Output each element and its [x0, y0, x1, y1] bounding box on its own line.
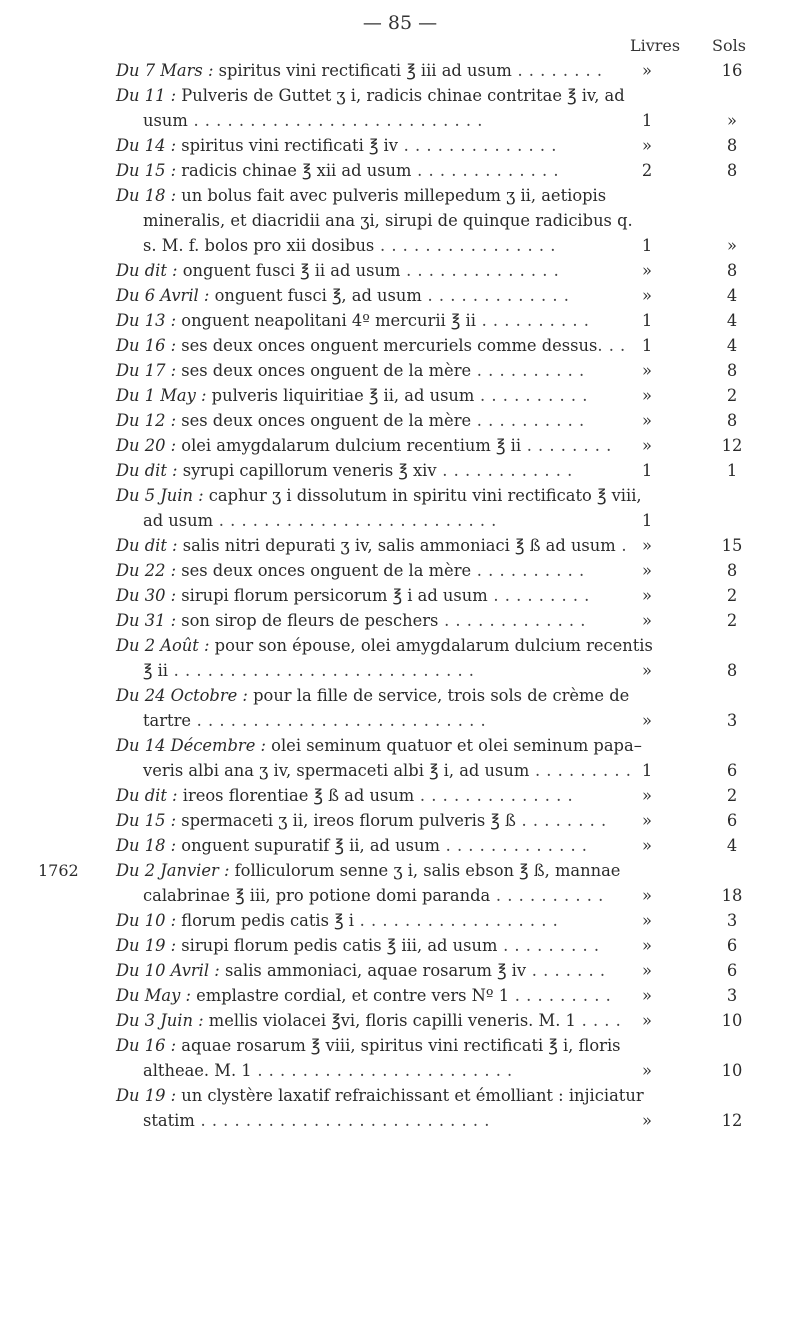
entry-description: statim [143, 1111, 195, 1130]
entry-description: Pulveris de Guttet ʒ i, radicis chinae contritae ℥ iv, ad [176, 86, 625, 105]
dot-leader: . . . . . . . . . . . . . . [397, 136, 557, 155]
entry-description: ses deux onces onguent mercuriels comme dessus [176, 336, 598, 355]
amount-livres: » [642, 711, 652, 730]
entry-line [0, 933, 800, 958]
entry-text [116, 483, 642, 508]
amount-livres: » [642, 836, 652, 855]
dot-leader: . . . . . . . . . . . . . . . . . . [353, 911, 559, 930]
ledger-entry [0, 258, 800, 283]
entry-line [0, 983, 800, 1008]
entry-description: son sirop de fleurs de peschers [176, 611, 439, 630]
entry-line [0, 958, 800, 983]
entry-line [0, 1008, 800, 1033]
entry-text [116, 858, 621, 883]
entry-date: Du 20 : [116, 436, 177, 455]
dot-leader: . . . . . . . . . . . . . . . . . . . . . . . . . . . [168, 661, 475, 680]
amount-sols: 18 [721, 886, 743, 905]
entry-text [116, 683, 630, 708]
entry-description: calabrinae ℥ iii, pro potione domi paranda [143, 886, 491, 905]
amount-livres: » [642, 411, 652, 430]
amount-livres: » [642, 1111, 652, 1130]
entry-description: spiritus vini rectificati ℥ iii ad usum [213, 61, 512, 80]
entry-text [116, 1008, 621, 1033]
amount-livres: » [642, 286, 652, 305]
entry-date: Du 14 Décembre : [116, 736, 266, 755]
entry-date: Du 22 : [116, 561, 177, 580]
entry-description: s. M. f. bolos pro xii dosibus [143, 236, 375, 255]
amount-livres: » [642, 1011, 652, 1030]
entry-description: onguent fusci ℥, ad usum [209, 286, 422, 305]
dot-leader: . . . . . . . . . . . . . . . . . . . . . . . [251, 1061, 513, 1080]
amount-livres: 1 [641, 336, 653, 355]
entry-text [143, 508, 621, 533]
entry-date: Du 19 : [116, 936, 177, 955]
ledger-entry [0, 183, 800, 258]
amount-sols: 3 [726, 711, 738, 730]
entry-line [0, 383, 800, 408]
amount-livres: » [642, 561, 652, 580]
entry-description: onguent fusci ℥ ii ad usum [177, 261, 401, 280]
amount-livres: » [642, 586, 652, 605]
amount-sols: 10 [721, 1061, 743, 1080]
amount-livres: » [642, 261, 652, 280]
amount-livres: » [642, 786, 652, 805]
entry-text [143, 233, 621, 258]
ledger-entry [0, 133, 800, 158]
entry-date: Du 6 Avril : [116, 286, 210, 305]
dot-leader: . . . . . . . . . . [471, 361, 585, 380]
dot-leader: . . . [597, 336, 626, 355]
ledger-entry [0, 783, 800, 808]
amount-livres: » [642, 811, 652, 830]
amount-livres: » [642, 986, 652, 1005]
dot-leader: . . . . . . . . . . [474, 386, 588, 405]
entry-line [0, 458, 800, 483]
entry-line [0, 783, 800, 808]
entry-description: un bolus fait avec pulveris millepedum ʒ ii, aetiopis [176, 186, 607, 205]
dot-leader: . . . . . . . . . [529, 761, 632, 780]
entry-date: Du 30 : [116, 586, 177, 605]
entry-date: Du 16 : [116, 1036, 177, 1055]
entry-description: florum pedis catis ℥ i [176, 911, 354, 930]
entry-line [0, 758, 800, 783]
entry-text [143, 1108, 621, 1133]
entry-description: olei seminum quatuor et olei seminum papa– [266, 736, 642, 755]
dot-leader: . . . . . . . . [515, 811, 607, 830]
entry-description: onguent supuratif ℥ ii, ad usum [176, 836, 440, 855]
amount-sols: 3 [726, 986, 738, 1005]
entry-line [0, 408, 800, 433]
entry-line [0, 108, 800, 133]
entry-date: Du 15 : [116, 811, 177, 830]
amount-livres: 1 [641, 311, 653, 330]
ledger-entry [0, 458, 800, 483]
entry-date: Du 17 : [116, 361, 177, 380]
entry-description: spiritus vini rectificati ℥ iv [176, 136, 398, 155]
ledger-entry [0, 958, 800, 983]
entry-description: folliculorum senne ʒ i, salis ebson ℥ ß, mannae [229, 861, 621, 880]
entry-date: Du 10 Avril : [116, 961, 220, 980]
entry-description: spermaceti ʒ ii, ireos florum pulveris ℥ ß [176, 811, 516, 830]
entry-description: un clystère laxatif refraichissant et émolliant : injiciatur [176, 1086, 644, 1105]
entry-description: caphur ʒ i dissolutum in spiritu vini rectificato ℥ viii, [203, 486, 642, 505]
amount-sols: 8 [726, 361, 738, 380]
ledger-entry [0, 908, 800, 933]
entry-description: ses deux onces onguent de la mère [176, 411, 472, 430]
entry-description: onguent neapolitani 4º mercurii ℥ ii [176, 311, 476, 330]
entry-description: radicis chinae ℥ xii ad usum [176, 161, 412, 180]
dot-leader: . . . . . . . . . . . . . [439, 836, 588, 855]
dot-leader: . . . . . . . . . . . . . . . . . . . . . . . . . . [194, 1111, 490, 1130]
amount-livres: » [642, 936, 652, 955]
entry-line [0, 633, 800, 658]
dot-leader: . . . . . . . . . . . . . . . . [374, 236, 556, 255]
ledger-entry [0, 583, 800, 608]
entry-date: Du 31 : [116, 611, 177, 630]
dot-leader: . . . . . . . . . . . . . . . . . . . . . . . . . [213, 511, 497, 530]
amount-sols: 8 [726, 161, 738, 180]
entry-date: Du dit : [116, 261, 178, 280]
ledger-entry [0, 158, 800, 183]
amount-sols: 6 [726, 811, 738, 830]
ledger-entry [0, 833, 800, 858]
entry-date: Du 15 : [116, 161, 177, 180]
entry-date: Du 18 : [116, 836, 177, 855]
amount-sols: » [727, 111, 737, 130]
dot-leader: . . . . . . . . . . . . . . . . . . . . . . . . . . [191, 711, 487, 730]
entry-line [0, 233, 800, 258]
amount-sols: 4 [726, 311, 738, 330]
entry-line [0, 883, 800, 908]
entry-line [0, 683, 800, 708]
amount-livres: » [642, 436, 652, 455]
entry-description: ℥ ii [143, 661, 168, 680]
entry-description: tartre [143, 711, 191, 730]
dot-leader: . . . . . . . . . . . . . [421, 286, 570, 305]
entry-text [116, 558, 621, 583]
entry-line [0, 1058, 800, 1083]
amount-sols: 8 [726, 136, 738, 155]
ledger-entry [0, 383, 800, 408]
entry-text [116, 358, 621, 383]
amount-sols: 8 [726, 411, 738, 430]
entry-line [0, 908, 800, 933]
entry-description: ad usum [143, 511, 214, 530]
entry-description: ireos florentiae ℥ ß ad usum [177, 786, 415, 805]
entry-text [116, 533, 628, 558]
entry-text [116, 83, 625, 108]
amount-livres: 1 [641, 761, 653, 780]
ledger-entry [0, 433, 800, 458]
entry-text [116, 433, 621, 458]
entry-line [0, 558, 800, 583]
entry-description: syrupi capillorum veneris ℥ xiv [177, 461, 437, 480]
entry-date: Du 16 : [116, 336, 177, 355]
amount-livres: 1 [641, 111, 653, 130]
ledger-entry [0, 83, 800, 133]
entry-date: Du 18 : [116, 186, 177, 205]
amount-livres: 1 [641, 236, 653, 255]
entry-description: ses deux onces onguent de la mère [176, 561, 472, 580]
amount-livres: » [642, 1061, 652, 1080]
entry-description: altheae. M. 1 [143, 1061, 252, 1080]
entry-text [143, 758, 632, 783]
entry-text [116, 408, 621, 433]
entry-date: Du 24 Octobre : [116, 686, 248, 705]
amount-livres: 1 [641, 461, 653, 480]
ledger-entry [0, 1008, 800, 1033]
entry-line [0, 808, 800, 833]
entry-description: sirupi florum persicorum ℥ i ad usum [176, 586, 488, 605]
entry-date: Du 1 May : [116, 386, 207, 405]
entry-line [0, 58, 800, 83]
entry-description: emplastre cordial, et contre vers Nº 1 [190, 986, 510, 1005]
entry-line [0, 183, 800, 208]
entry-line [0, 258, 800, 283]
amount-livres: » [642, 961, 652, 980]
amount-livres: 1 [641, 511, 653, 530]
ledger-entry [0, 333, 800, 358]
entry-date: Du 7 Mars : [116, 61, 214, 80]
amount-livres: » [642, 61, 652, 80]
entry-text [143, 708, 621, 733]
entry-date: Du dit : [116, 461, 178, 480]
dot-leader: . . . . . . . . . . . . . [411, 161, 560, 180]
entry-line [0, 208, 800, 233]
ledger-entry [0, 733, 800, 783]
entry-text [116, 783, 621, 808]
ledger-entry [0, 558, 800, 583]
ledger-entry [0, 1083, 800, 1133]
entry-text [143, 883, 621, 908]
entry-text [116, 458, 621, 483]
entry-line [0, 583, 800, 608]
ledger-entry [0, 283, 800, 308]
entry-description: pulveris liquiritiae ℥ ii, ad usum [206, 386, 475, 405]
entry-text [116, 183, 621, 208]
entry-line [0, 158, 800, 183]
entry-date: Du 19 : [116, 1086, 177, 1105]
dot-leader: . . . . . . . . . . [471, 561, 585, 580]
ledger-entry [0, 608, 800, 633]
dot-leader: . . . . . . . . [521, 436, 612, 455]
margin-year: 1762 [38, 861, 79, 880]
entry-description: mellis violacei ℥vi, floris capilli veneris. M. 1 [203, 1011, 576, 1030]
entry-text [143, 208, 633, 233]
entry-description: veris albi ana ʒ iv, spermaceti albi ℥ i, ad usum [143, 761, 530, 780]
ledger-entry [0, 58, 800, 83]
entry-text [143, 658, 621, 683]
entry-date: Du 2 Août : [116, 636, 210, 655]
entry-line [0, 133, 800, 158]
dot-leader: . . . . . . . . . [509, 986, 612, 1005]
amount-sols: » [727, 236, 737, 255]
entry-date: Du 3 Juin : [116, 1011, 204, 1030]
dot-leader: . . . . . . . [526, 961, 606, 980]
amount-sols: 8 [726, 261, 738, 280]
entry-date: Du 2 Janvier : [116, 861, 230, 880]
amount-sols: 16 [721, 61, 743, 80]
entry-description: mineralis, et diacridii ana ʒi, sirupi de quinque radicibus q. [143, 211, 633, 230]
entry-text [143, 1058, 621, 1083]
entry-text [116, 308, 621, 333]
ledger-entry [0, 533, 800, 558]
amount-livres: » [642, 886, 652, 905]
entry-description: salis nitri depurati ʒ iv, salis ammoniaci ℥ ß ad usum [177, 536, 616, 555]
entry-line [0, 858, 800, 883]
ledger-entry [0, 483, 800, 533]
ledger-entry [0, 358, 800, 383]
page-number: — 85 — [362, 12, 438, 34]
amount-livres: » [642, 536, 652, 555]
entry-text [116, 1083, 644, 1108]
amount-sols: 2 [726, 386, 738, 405]
entry-line [0, 483, 800, 508]
amount-livres: » [642, 136, 652, 155]
entry-text [116, 933, 621, 958]
dot-leader: . . . . . . . . . . [471, 411, 585, 430]
dot-leader: . . . . . . . . . . . . . [438, 611, 586, 630]
entry-text [116, 283, 621, 308]
column-header-livres: Livres [630, 36, 681, 55]
entry-description: ses deux onces onguent de la mère [176, 361, 472, 380]
entry-line [0, 608, 800, 633]
entry-date: Du dit : [116, 786, 178, 805]
amount-livres: 2 [641, 161, 653, 180]
entry-line [0, 533, 800, 558]
dot-leader: . . . . [575, 1011, 622, 1030]
ledger-entry [0, 633, 800, 683]
entry-description: pour la fille de service, trois sols de crème de [247, 686, 630, 705]
amount-sols: 6 [726, 961, 738, 980]
entry-line [0, 733, 800, 758]
entry-line [0, 658, 800, 683]
entry-date: Du 11 : [116, 86, 177, 105]
entry-line [0, 83, 800, 108]
amount-livres: » [642, 361, 652, 380]
entry-description: aquae rosarum ℥ viii, spiritus vini rectificati ℥ i, floris [176, 1036, 621, 1055]
entry-text [116, 58, 621, 83]
amount-livres: » [642, 611, 652, 630]
entry-line [0, 708, 800, 733]
ledger-entry [0, 858, 800, 908]
column-header-sols: Sols [712, 36, 746, 55]
ledger-entry [0, 683, 800, 733]
amount-sols: 10 [721, 1011, 743, 1030]
entry-date: Du 13 : [116, 311, 177, 330]
ledger-entry [0, 408, 800, 433]
entry-text [116, 1033, 621, 1058]
ledger-entry [0, 1033, 800, 1083]
entry-line [0, 333, 800, 358]
entry-date: Du May : [116, 986, 191, 1005]
entry-date: Du 12 : [116, 411, 177, 430]
entry-line [0, 283, 800, 308]
amount-sols: 3 [726, 911, 738, 930]
entry-text [116, 633, 653, 658]
amount-sols: 1 [726, 461, 738, 480]
ledger-entries [0, 58, 800, 1133]
dot-leader: . . . . . . . . . . [475, 311, 590, 330]
entry-description: sirupi florum pedis catis ℥ iii, ad usum [176, 936, 498, 955]
entry-text [116, 133, 621, 158]
entry-description: pour son épouse, olei amygdalarum dulcium recentis [209, 636, 653, 655]
entry-line [0, 358, 800, 383]
ledger-entry [0, 933, 800, 958]
entry-date: Du 5 Juin : [116, 486, 204, 505]
dot-leader: . . . . . . . . . [487, 586, 590, 605]
dot-leader: . . . . . . . . . [497, 936, 600, 955]
entry-line [0, 1033, 800, 1058]
amount-livres: » [642, 386, 652, 405]
amount-sols: 8 [726, 661, 738, 680]
entry-text [116, 833, 621, 858]
entry-description: olei amygdalarum dulcium recentium ℥ ii [176, 436, 522, 455]
entry-text [116, 583, 621, 608]
entry-line [0, 308, 800, 333]
amount-sols: 12 [721, 1111, 743, 1130]
ledger-entry [0, 308, 800, 333]
entry-text [116, 333, 626, 358]
dot-leader: . . . . . . . . . . . . . . . . . . . . . . . . . . [187, 111, 483, 130]
entry-line [0, 833, 800, 858]
amount-sols: 4 [726, 286, 738, 305]
entry-text [116, 983, 621, 1008]
amount-sols: 6 [726, 936, 738, 955]
entry-line [0, 1083, 800, 1108]
ledger-entry [0, 983, 800, 1008]
dot-leader: . . . . . . . . . . . . . . [400, 261, 560, 280]
entry-text [116, 608, 621, 633]
dot-leader: . . . . . . . . . . . . . . [414, 786, 574, 805]
entry-text [116, 908, 621, 933]
amount-sols: 8 [726, 561, 738, 580]
entry-text [116, 158, 621, 183]
amount-livres: » [642, 911, 652, 930]
amount-sols: 15 [721, 536, 743, 555]
entry-line [0, 508, 800, 533]
ledger-entry [0, 808, 800, 833]
entry-text [116, 733, 642, 758]
amount-sols: 2 [726, 586, 738, 605]
amount-sols: 4 [726, 836, 738, 855]
amount-sols: 2 [726, 786, 738, 805]
entry-text [143, 108, 621, 133]
entry-date: Du 10 : [116, 911, 177, 930]
entry-text [116, 958, 621, 983]
entry-date: Du 14 : [116, 136, 177, 155]
amount-sols: 6 [726, 761, 738, 780]
entry-text [116, 808, 621, 833]
amount-sols: 4 [726, 336, 738, 355]
entry-text [116, 383, 621, 408]
dot-leader: . [615, 536, 628, 555]
entry-line [0, 1108, 800, 1133]
entry-line [0, 433, 800, 458]
entry-date: Du dit : [116, 536, 178, 555]
amount-sols: 2 [726, 611, 738, 630]
dot-leader: . . . . . . . . [511, 61, 603, 80]
dot-leader: . . . . . . . . . . [490, 886, 604, 905]
dot-leader: . . . . . . . . . . . . [436, 461, 573, 480]
amount-livres: » [642, 661, 652, 680]
entry-description: salis ammoniaci, aquae rosarum ℥ iv [219, 961, 527, 980]
entry-text [116, 258, 621, 283]
entry-description: usum [143, 111, 188, 130]
amount-sols: 12 [721, 436, 743, 455]
